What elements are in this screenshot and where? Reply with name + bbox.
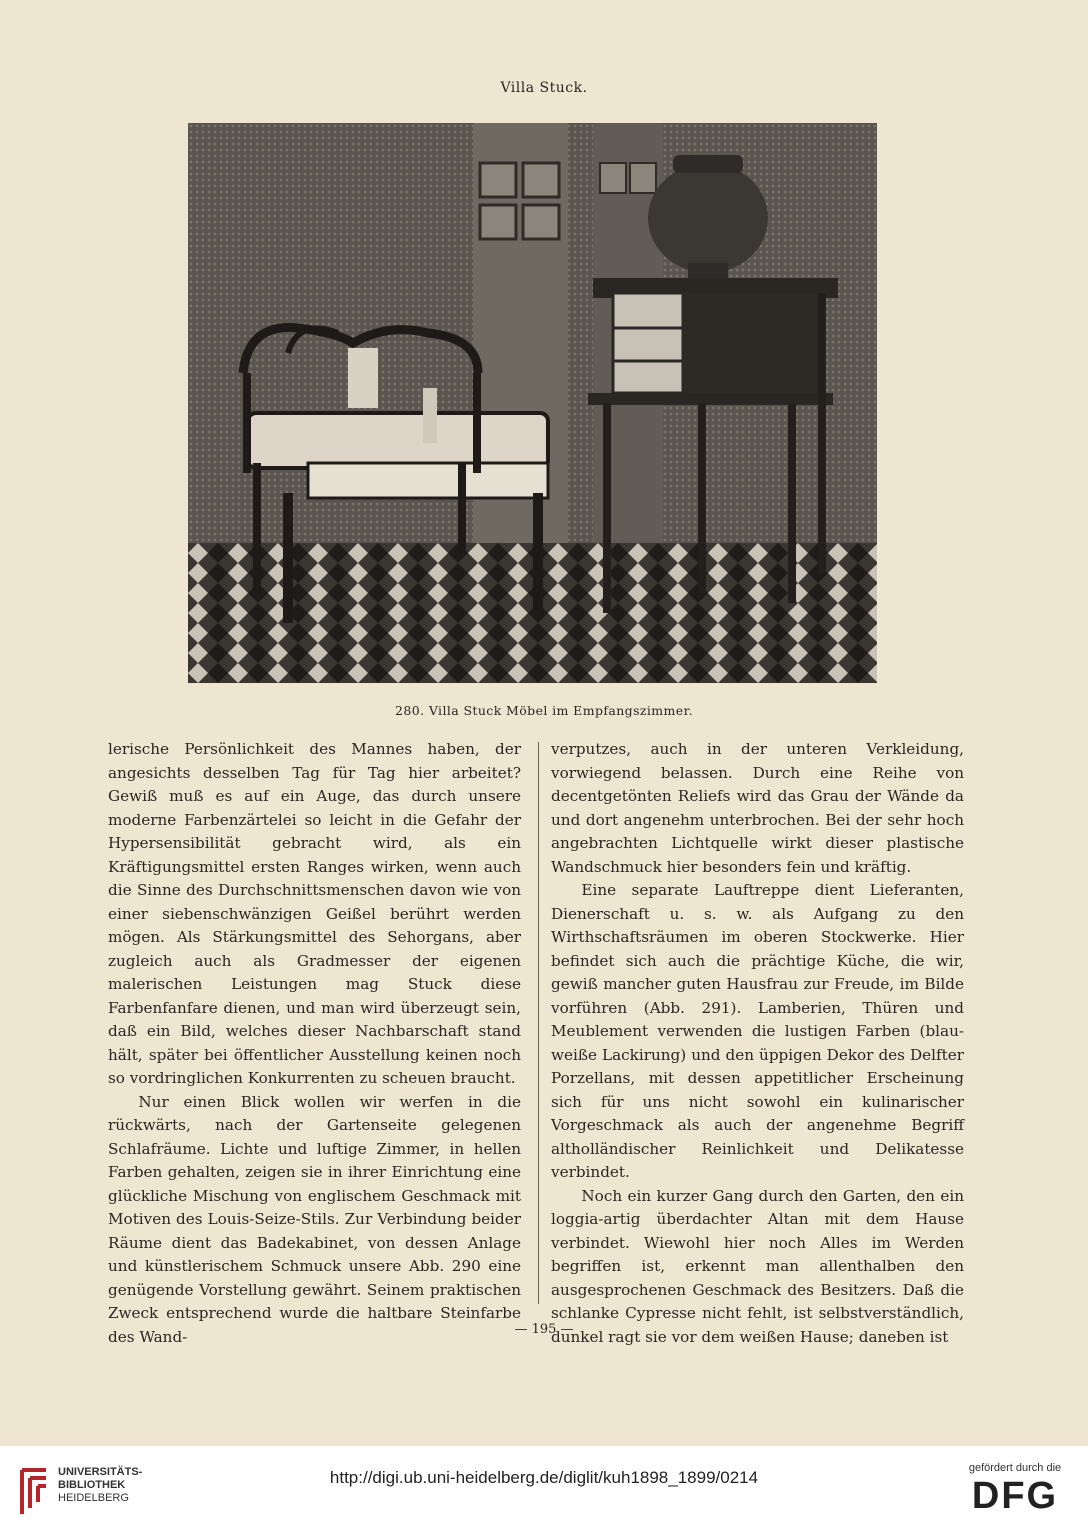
photo-furniture-icon <box>188 123 877 683</box>
paragraph: Noch ein kurzer Gang durch den Garten, den ein loggia-artig überdachter Altan mit dem Hause verbindet. Wiewohl hier noch Alles im Werden begriffen ist, erkennt man allenthalben den ausgesprochenen Geschmack des Besitzers. Daß die schlanke Cypresse nicht fehlt, ist selbstverständlich, dunkel ragt sie vor dem weißen Hause; daneben ist <box>551 1186 964 1346</box>
paragraph: lerische Persönlichkeit des Mannes haben, der angesichts desselben Tag für Tag hier arbeitet? Gewiß muß es auf ein Auge, das durch unsere moderne Farbenzärtelei so leicht in die Gefahr der Hypersensibilität gebracht wird, als ein Kräftigungsmittel ersten Ranges wirken, wenn auch die Sinne des Durchschnittsmenschen davon wie von einer siebenschwänzigen Geißel berührt werden mögen. Als Stärkungsmittel des Sehorgans, aber zugleich auch als Gradmesser der eigenen malerischen Leistungen mag Stuck diese Farbenfanfare dienen, und man wird überzeugt sein, daß ein Bild, welches dieser Nachbarschaft stand hält, später bei öffentlicher Ausstellung keinen noch so vordringlichen Konkurrenten zu scheuen braucht. <box>108 740 521 1087</box>
page-header-title: Villa Stuck. <box>500 80 588 96</box>
permalink-url[interactable]: http://digi.ub.uni-heidelberg.de/diglit/kuh1898_1899/0214 <box>329 1468 759 1487</box>
page-number: — 195 — <box>514 1322 574 1337</box>
dfg-logo[interactable] <box>956 1462 1074 1526</box>
paragraph: Nur einen Blick wollen wir werfen in die rückwärts, nach der Gartenseite gelegenen Schlafräume. Lichte und luftige Zimmer, in hellen Farben gehalten, zeigen sie in ihrer Einrichtung eine glückliche Mischung von englischem Geschmack mit Motiven des Louis-Seize-Stils. Zur Verbindung beider Räume dient das Badekabinet, von dessen Anlage und künstlerischem Schmuck unsere Abb. 290 eine genügende Vorstellung gewährt. Seinem praktischen Zweck entsprechend wurde die haltbare Steinfarbe des Wand- <box>108 1092 521 1346</box>
figure-caption: 280. Villa Stuck Möbel im Empfangszimmer. <box>395 703 693 718</box>
library-name-line3: HEIDELBERG <box>58 1492 129 1504</box>
paragraph: verputzes, auch in der unteren Verkleidung, vorwiegend belassen. Durch eine Reihe von decentgetönten Reliefs wird das Grau der Wände da und dort angenehm unterbrochen. Bei der sehr hoch angebrachten Lichtquelle wirkt dieser plastische Wandschmuck hier besonders fein und kräftig. <box>551 740 964 876</box>
figure-photo <box>188 123 877 683</box>
column-divider <box>538 742 539 1304</box>
footer-bar <box>0 1446 1088 1533</box>
library-name-line2: BIBLIOTHEK <box>58 1479 126 1491</box>
text-column-left <box>108 738 521 1349</box>
library-name-line1: UNIVERSITÄTS- <box>58 1466 143 1478</box>
text-column-right <box>551 738 964 1349</box>
funder-logo-text: DFG <box>971 1475 1059 1517</box>
funding-label: gefördert durch die <box>968 1462 1062 1474</box>
paragraph: Eine separate Lauftreppe dient Lieferanten, Dienerschaft u. s. w. als Aufgang zu den Wirthschaftsräumen im oberen Stockwerke. Hier befindet sich auch die prächtige Küche, die wir, gewiß mancher guten Hausfrau zur Freude, im Bilde vorführen (Abb. 291). Lamberien, Thüren und Meublement verwenden die lustigen Farben (blau-weiße Lackirung) und den üppigen Dekor des Delfter Porzellans, mit dessen appetitlicher Erscheinung sich für uns nicht sowohl ein kulinarischer Vorgeschmack als auch der angenehme Begriff altholländischer Reinlichkeit und Delikatesse verbindet. <box>551 881 964 1181</box>
